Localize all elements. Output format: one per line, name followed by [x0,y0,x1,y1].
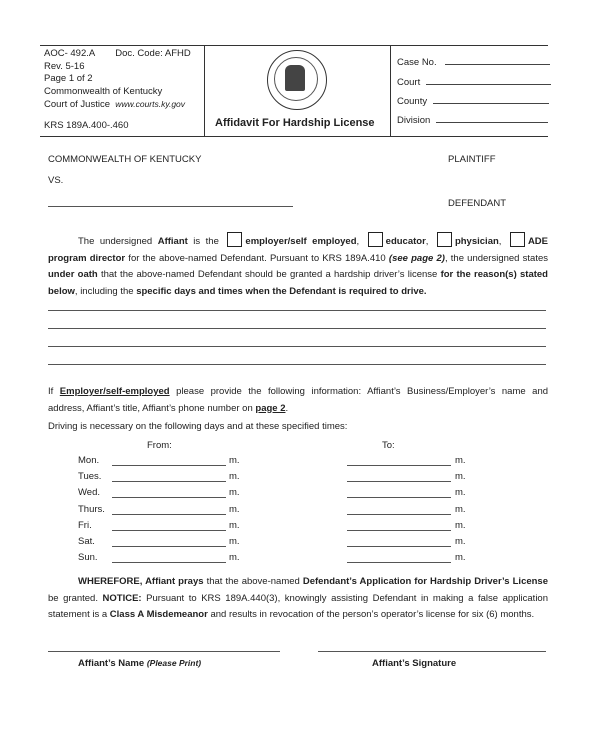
to-time-field[interactable] [347,504,451,515]
meridiem-suffix: m. [229,519,240,531]
ade-checkbox[interactable] [510,232,525,247]
affiant-signature-label: Affiant’s Signature [372,658,457,669]
court-name: Court of Justice [44,99,110,110]
form-id: AOC- 492.A [44,48,96,59]
revision: Rev. 5-16 [44,60,85,72]
meridiem-suffix: m. [229,471,240,483]
from-header: From: [147,440,172,451]
affiant-name-label: Affiant’s Name (Please Print) [78,658,202,669]
from-time-field[interactable] [112,536,226,547]
intro-paragraph: The undersigned Affiant is the employer/self employed, educator, physician, ADE program director for the above-named Defendant. Pursuant to KRS 189A.410 (see page 2), the undersigned states under oath that the above-named Defendant should be granted a hardship driver’s license for the reason(s) stated below, including the specific days and times when the Defendant is required to drive. [48,232,548,300]
employer-checkbox[interactable] [227,232,242,247]
to-header: To: [382,440,395,451]
meridiem-suffix: m. [229,487,240,499]
reason-line[interactable] [48,364,546,365]
division-label: Division [397,115,431,126]
affiant-signature-field[interactable] [318,645,546,652]
educator-checkbox[interactable] [368,232,383,247]
day-label: Wed. [78,487,101,499]
meridiem-suffix: m. [229,552,240,564]
to-time-field[interactable] [347,536,451,547]
from-time-field[interactable] [112,552,226,563]
kentucky-seal-icon [267,50,327,110]
to-time-field[interactable] [347,487,451,498]
reason-line[interactable] [48,346,546,347]
website: www.courts.ky.gov [115,99,186,109]
day-label: Tues. [78,471,102,483]
day-label: Sat. [78,536,95,547]
to-time-field[interactable] [347,520,451,531]
to-time-field[interactable] [347,471,451,482]
versus-label: VS. [48,175,64,186]
reason-line[interactable] [48,310,546,311]
header-divider [390,46,391,136]
day-label: Sun. [78,552,98,564]
meridiem-suffix: m. [455,487,466,499]
day-label: Fri. [78,519,92,531]
meridiem-suffix: m. [455,471,466,483]
meridiem-suffix: m. [455,536,466,547]
meridiem-suffix: m. [455,519,466,531]
employer-paragraph: If Employer/self-employed please provide the following information: Affiant’s Business/Employer’s name and address, Affiant’s title, Affiant’s phone number on page 2. [48,386,549,414]
from-time-field[interactable] [112,471,226,482]
physician-checkbox[interactable] [437,232,452,247]
meridiem-suffix: m. [229,536,240,547]
division-field[interactable] [397,114,548,126]
doc-code: Doc. Code: AFHD [115,48,191,59]
plaintiff-name: COMMONWEALTH OF KENTUCKY [48,154,202,165]
plaintiff-label: PLAINTIFF [448,154,496,165]
day-label: Mon. [78,455,100,466]
meridiem-suffix: m. [229,455,240,466]
to-time-field[interactable] [347,455,451,466]
page-number: Page 1 of 2 [44,73,93,84]
meridiem-suffix: m. [455,503,466,515]
from-time-field[interactable] [112,487,226,498]
state-name: Commonwealth of Kentucky [44,85,163,97]
county-field[interactable] [397,95,549,107]
meridiem-suffix: m. [455,552,466,564]
affiant-name-field[interactable] [48,645,280,652]
from-time-field[interactable] [112,520,226,531]
meridiem-suffix: m. [229,503,240,515]
case-field[interactable] [397,56,550,68]
day-label: Thurs. [78,503,105,515]
defendant-label: DEFENDANT [448,198,507,209]
form-title: Affidavit For Hardship License [215,117,375,129]
case-label: Case No. [397,57,437,68]
meridiem-suffix: m. [455,455,466,466]
to-time-field[interactable] [347,552,451,563]
wherefore-paragraph: WHEREFORE, Affiant prays that the above-named Defendant’s Application for Hardship Driver’s License be granted. NOTICE: Pursuant to KRS 189A.440(3), knowingly assisting Defendant in making a false application statement is a Class A Misdemeanor and results in revocation of the person’s operator’s license for six (6) months. [48,576,549,620]
header-left [44,48,204,132]
court-label: Court [397,77,421,88]
from-time-field[interactable] [112,455,226,466]
schedule-intro: Driving is necessary on the following days and at these specified times: [48,421,348,432]
county-label: County [397,96,428,107]
defendant-name-field[interactable] [48,198,293,207]
court-field[interactable] [397,76,551,88]
header-divider [204,46,205,136]
krs-ref: KRS 189A.400-.460 [44,119,129,131]
from-time-field[interactable] [112,504,226,515]
reason-line[interactable] [48,328,546,329]
